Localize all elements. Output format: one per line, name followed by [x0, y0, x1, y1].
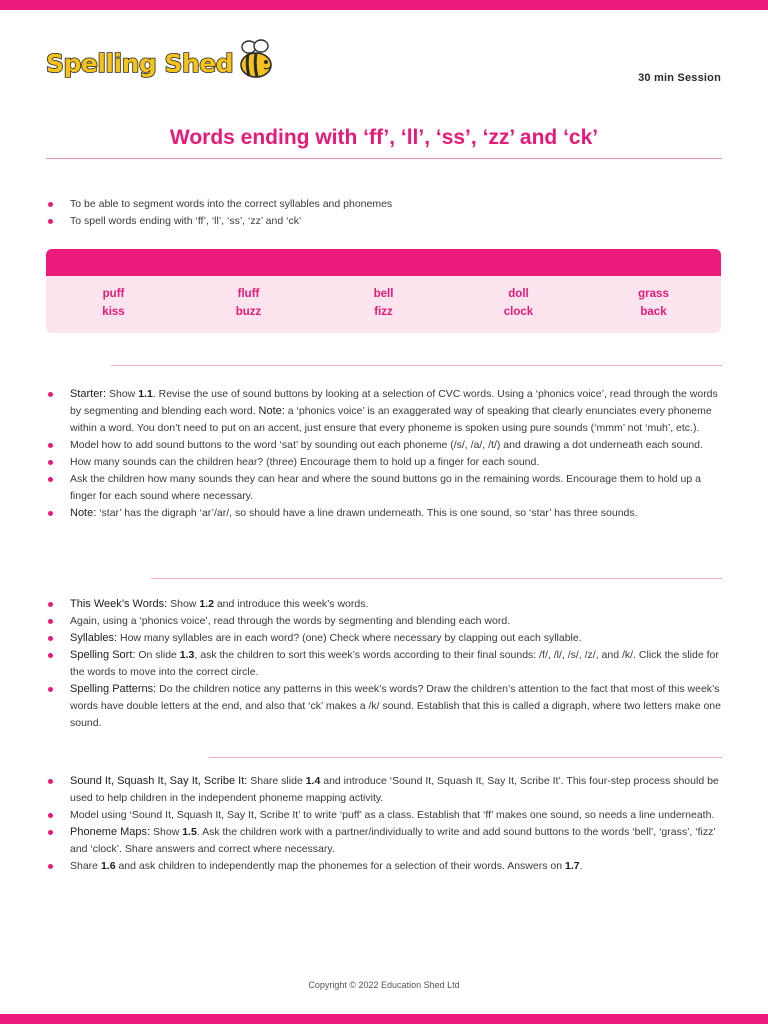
step-text: Show [106, 388, 139, 400]
weekly-words-header [46, 249, 721, 276]
step-text: Do the children notice any patterns in this week’s words? Draw the children’s attention to the fact that most of this week’s words have double letters at the end, and also that ‘ck’ makes a /k/ sound. Establish that this is called a digraph, where two letters make one sound. [70, 683, 721, 729]
step-item [46, 630, 726, 647]
step-text: Share slide [247, 775, 306, 787]
step-text: and introduce ‘Sound It, Squash It, Say It, Scribe It’. This four-step process should be used to help children in the independent phoneme mapping activity. [70, 775, 719, 804]
step-text: . Ask the children work with a partner/individually to write and add sound buttons to the words ‘bell’, ‘grass’, ‘fizz’ and ‘clock’. Share answers and correct where necessary. [70, 826, 716, 855]
section-divider [209, 757, 722, 758]
words-steps [46, 596, 726, 732]
weekly-words-grid [46, 276, 721, 321]
step-label: This Week’s Words: [70, 598, 168, 610]
slide-number: 1.3 [179, 649, 195, 661]
step-item [46, 386, 726, 437]
page-title: Words ending with ‘ff’, ‘ll’, ‘ss’, ‘zz’ and ‘ck’ [169, 126, 599, 149]
word: puff [102, 288, 125, 300]
word: kiss [102, 306, 125, 318]
step-label: Sound It, Squash It, Say It, Scribe It: [70, 775, 248, 787]
step-text: and introduce this week’s words. [213, 598, 369, 610]
objective-item: To be able to segment words into the correct syllables and phonemes [46, 196, 392, 213]
step-text: and ask children to independently map the phonemes for a selection of their words. Answers on [115, 860, 565, 872]
step-text: Show [167, 598, 200, 610]
word-column [316, 285, 451, 321]
objectives-list [46, 196, 392, 230]
step-text: , ask the children to sort this week’s words according to their final sounds: /f/, /l/, /s/, /z/, and /k/. Click the slide for the words to move into the correct circle. [70, 649, 719, 678]
weekly-words-box [46, 249, 721, 333]
step-text: a ‘phonics voice’ is an exaggerated way of speaking that clearly enunciates every phoneme within a word. You don’t need to put on an accent, just ensure that every phoneme is spoken using pure sounds (‘mmm’ not ‘muh’, etc.). [70, 405, 712, 434]
bee-icon [235, 37, 277, 83]
word: bell [373, 288, 394, 300]
step-text: . [579, 860, 583, 872]
step-text: On slide [135, 649, 180, 661]
step-item: Again, using a ‘phonics voice’, read through the words by segmenting and blending each word. [46, 613, 726, 630]
step-label: Spelling Sort: [70, 649, 136, 661]
step-item [46, 681, 726, 732]
word: back [640, 306, 667, 318]
word: grass [638, 288, 669, 300]
word-column [46, 285, 181, 321]
slide-number: 1.2 [199, 598, 214, 610]
step-item [46, 773, 726, 807]
note-label: Note: [258, 405, 285, 417]
word: clock [503, 306, 534, 318]
word-column [586, 285, 721, 321]
step-item [46, 647, 726, 681]
starter-steps [46, 386, 726, 522]
section-divider [151, 578, 722, 579]
step-label: Spelling Patterns: [70, 683, 157, 695]
step-label: Starter: [70, 388, 107, 400]
spelling-shed-logo [46, 38, 277, 88]
word-column [451, 285, 586, 321]
title-divider [46, 158, 722, 159]
section-divider [111, 365, 722, 366]
step-item [46, 596, 726, 613]
step-item [46, 858, 726, 875]
word: fluff [237, 288, 260, 300]
slide-number: 1.1 [138, 388, 153, 400]
note-label: Note: [70, 507, 97, 519]
slide-number: 1.5 [182, 826, 197, 838]
step-item: How many sounds can the children hear? (three) Encourage them to hold up a finger for each sound. [46, 454, 726, 471]
step-text: Show [150, 826, 183, 838]
step-text: ‘star’ has the digraph ‘ar’/ar/, so should have a line drawn underneath. This is one sound, so ‘star’ has three sounds. [96, 507, 638, 519]
word: fizz [374, 306, 393, 318]
logo-text: Spelling Shed [46, 48, 234, 78]
mapping-steps [46, 773, 726, 875]
step-text: Share [70, 860, 101, 872]
copyright-footer: Copyright © 2022 Education Shed Ltd [308, 980, 460, 990]
step-text: . Revise the use of sound buttons by looking at a selection of CVC words. Using a ‘phonics voice’, read through the words by segmenting and blending each word. [70, 388, 718, 417]
step-item: Model using ‘Sound It, Squash It, Say It, Scribe It’ to write ‘puff’ as a class. Establish that ‘ff’ makes one sound, so needs a line underneath. [46, 807, 726, 824]
word: buzz [235, 306, 262, 318]
objective-item: To spell words ending with ‘ff’, ‘ll’, ‘ss’, ‘zz’ and ‘ck’ [46, 213, 392, 230]
step-item [46, 824, 726, 858]
slide-number: 1.4 [305, 775, 321, 787]
session-length: 30 min Session [638, 72, 721, 84]
top-accent-bar [0, 0, 768, 10]
step-item: Ask the children how many sounds they can hear and where the sound buttons go in the remaining words. Encourage them to hold up a finger for each sound where necessary. [46, 471, 726, 505]
slide-number: 1.7 [564, 860, 580, 872]
step-item [46, 505, 726, 522]
step-text: How many syllables are in each word? (one) Check where necessary by clapping out each syllable. [117, 632, 582, 644]
slide-number: 1.6 [100, 860, 116, 872]
step-item: Model how to add sound buttons to the word ‘sat’ by sounding out each phoneme (/s/, /a/, /t/) and drawing a dot underneath each sound. [46, 437, 726, 454]
step-label: Phoneme Maps: [70, 826, 151, 838]
step-label: Syllables: [70, 632, 118, 644]
word: doll [508, 288, 529, 300]
word-column [181, 285, 316, 321]
bottom-accent-bar [0, 1014, 768, 1024]
